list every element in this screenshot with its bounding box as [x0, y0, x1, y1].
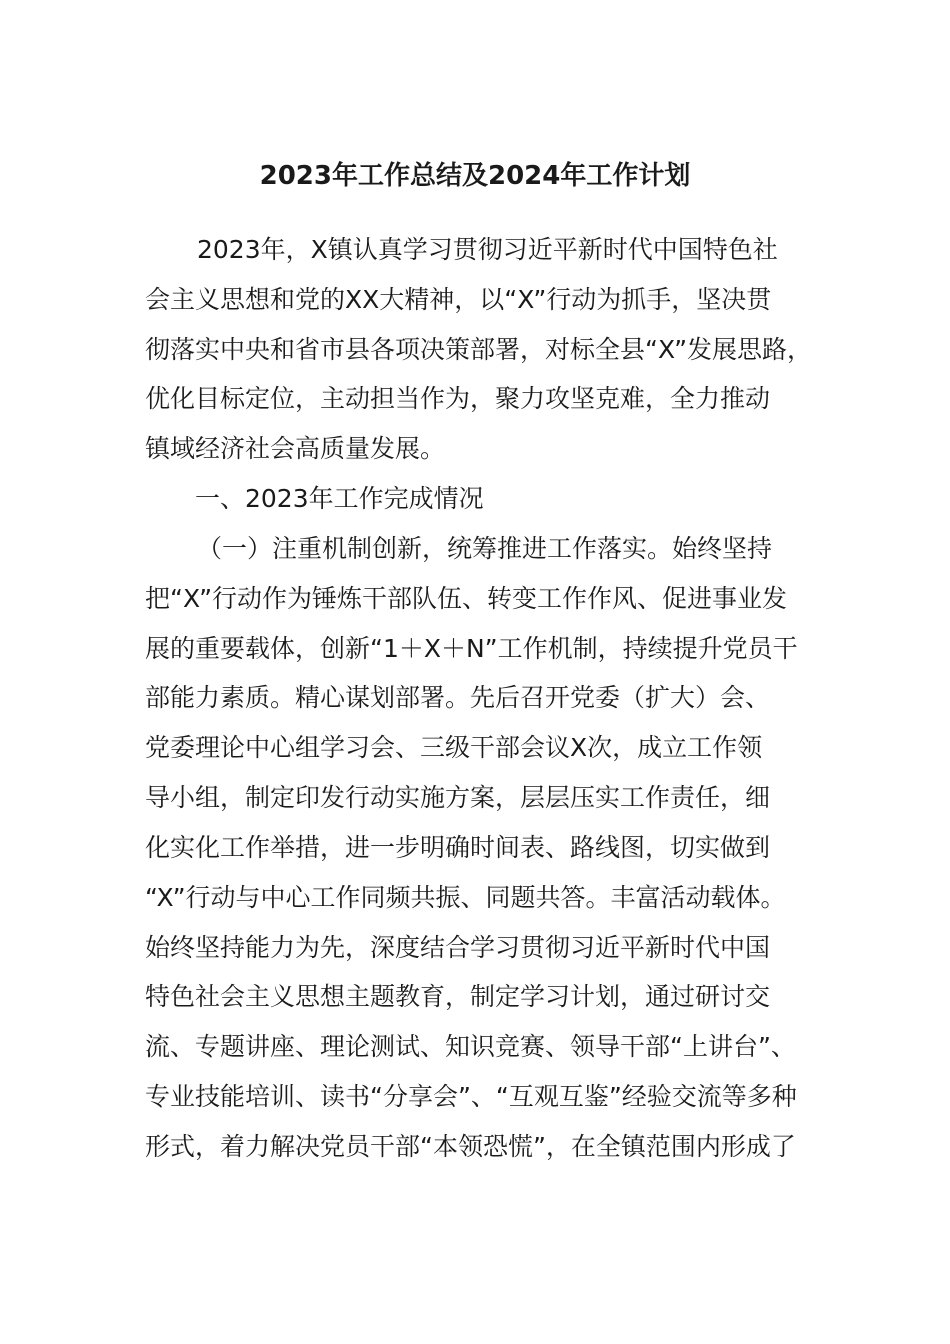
paragraph-line: “X”行动与中心工作同频共振、同题共答。丰富活动载体。: [145, 883, 786, 912]
section-heading: 一、2023年工作完成情况: [195, 484, 484, 513]
document-title: 2023年工作总结及2024年工作计划: [259, 161, 691, 191]
paragraph-line: 会主义思想和党的XX大精神，以“X”行动为抓手，坚决贯: [145, 285, 772, 314]
paragraph-line: 流、专题讲座、理论测试、知识竞赛、领导干部“上讲台”、: [145, 1032, 796, 1061]
paragraph-line: 形式，着力解决党员干部“本领恐慌”，在全镇范围内形成了: [145, 1132, 796, 1161]
paragraph-line: 优化目标定位，主动担当作为，聚力攻坚克难，全力推动: [145, 384, 771, 413]
paragraph-line: 彻落实中央和省市县各项决策部署，对标全县“X”发展思路，: [145, 335, 813, 364]
paragraph-line: 展的重要载体，创新“1＋X＋N”工作机制，持续提升党员干: [145, 634, 798, 663]
paragraph-line: 部能力素质。精心谋划部署。先后召开党委（扩大）会、: [145, 683, 771, 712]
paragraph-line: 化实化工作举措，进一步明确时间表、路线图，切实做到: [145, 833, 771, 862]
paragraph-line: 党委理论中心组学习会、三级干部会议X次，成立工作领: [145, 733, 763, 762]
paragraph-line: 镇域经济社会高质量发展。: [145, 434, 446, 463]
paragraph-line: 把“X”行动作为锤炼干部队伍、转变工作作风、促进事业发: [145, 584, 788, 613]
paragraph-line: （一）注重机制创新，统筹推进工作落实。始终坚持: [197, 534, 773, 563]
paragraph-line: 2023年，X镇认真学习贯彻习近平新时代中国特色社: [197, 235, 778, 264]
paragraph-line: 专业技能培训、读书“分享会”、“互观互鉴”经验交流等多种: [145, 1082, 797, 1111]
paragraph-line: 特色社会主义思想主题教育，制定学习计划，通过研讨交: [145, 982, 771, 1011]
paragraph-line: 导小组，制定印发行动实施方案，层层压实工作责任，细: [145, 783, 771, 812]
paragraph-line: 始终坚持能力为先，深度结合学习贯彻习近平新时代中国: [145, 933, 771, 962]
